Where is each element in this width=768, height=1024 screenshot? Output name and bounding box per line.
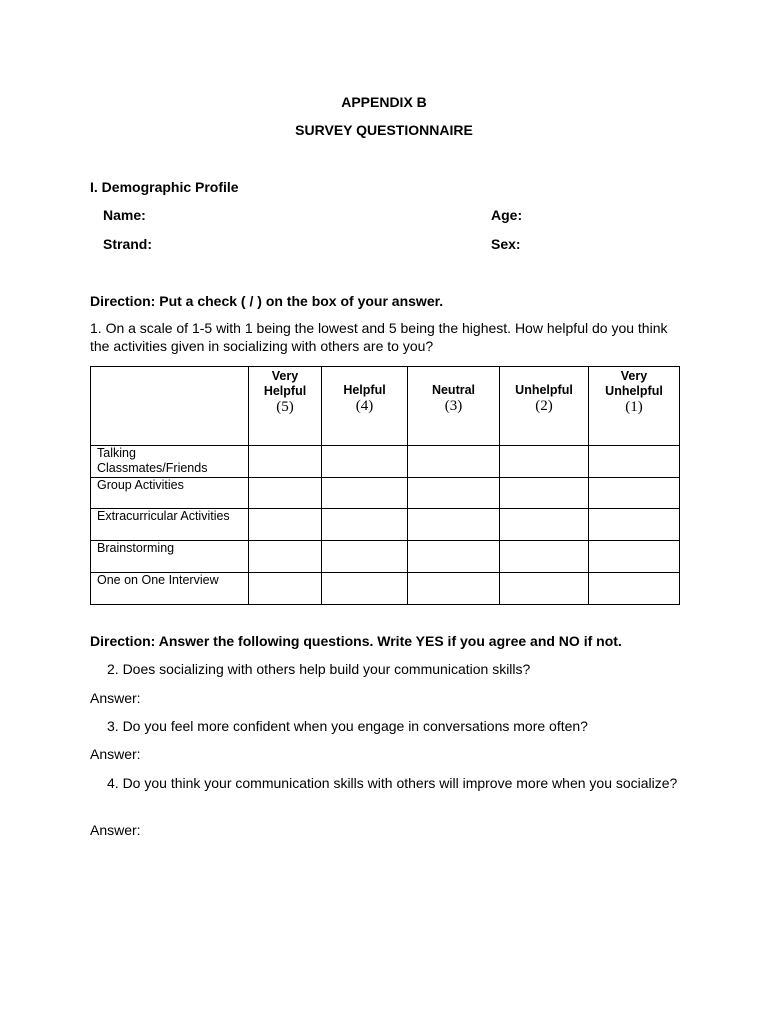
column-header-neutral bbox=[408, 367, 500, 446]
checkbox-cell[interactable] bbox=[408, 509, 500, 541]
name-field-label: Name: bbox=[103, 207, 146, 223]
checkbox-cell[interactable] bbox=[408, 478, 500, 509]
checkbox-cell[interactable] bbox=[589, 541, 680, 573]
table-row bbox=[91, 478, 680, 509]
column-label: Helpful bbox=[343, 383, 386, 397]
direction-yes-no: Direction: Answer the following questions. Write YES if you agree and NO if not. bbox=[90, 633, 622, 649]
column-label-line2: Unhelpful bbox=[605, 384, 663, 398]
answer-label: Answer: bbox=[90, 746, 141, 762]
checkbox-cell[interactable] bbox=[408, 446, 500, 478]
row-label: One on One Interview bbox=[91, 573, 249, 605]
table-corner-cell bbox=[91, 367, 249, 446]
question-1: 1. On a scale of 1-5 with 1 being the lowest and 5 being the highest. How helpful do you think the activities given in socializing with others are to you? bbox=[90, 320, 668, 354]
page-title: APPENDIX B bbox=[341, 94, 427, 110]
table-row bbox=[91, 541, 680, 573]
checkbox-cell[interactable] bbox=[408, 573, 500, 605]
checkbox-cell[interactable] bbox=[500, 446, 589, 478]
column-label-line1: Very bbox=[271, 369, 299, 383]
checkbox-cell[interactable] bbox=[322, 509, 408, 541]
answer-label: Answer: bbox=[90, 690, 141, 706]
column-label: Unhelpful bbox=[515, 383, 573, 397]
column-label-line2: Helpful bbox=[263, 384, 307, 398]
row-label: Group Activities bbox=[91, 478, 249, 509]
checkbox-cell[interactable] bbox=[589, 446, 680, 478]
column-score: (1) bbox=[625, 399, 643, 415]
column-header-very-unhelpful bbox=[589, 367, 680, 446]
row-label: Brainstorming bbox=[91, 541, 249, 573]
checkbox-cell[interactable] bbox=[408, 541, 500, 573]
checkbox-cell[interactable] bbox=[249, 478, 322, 509]
question-3: 3. Do you feel more confident when you engage in conversations more often? bbox=[107, 718, 588, 734]
age-field-label: Age: bbox=[491, 207, 523, 223]
column-score: (5) bbox=[276, 399, 294, 415]
row-label: Talking Classmates/Friends bbox=[91, 446, 249, 478]
rating-table bbox=[90, 366, 680, 605]
checkbox-cell[interactable] bbox=[322, 541, 408, 573]
checkbox-cell[interactable] bbox=[322, 573, 408, 605]
answer-label: Answer: bbox=[90, 822, 141, 838]
column-header-helpful bbox=[322, 367, 408, 446]
checkbox-cell[interactable] bbox=[589, 509, 680, 541]
checkbox-cell[interactable] bbox=[500, 541, 589, 573]
page-subtitle: SURVEY QUESTIONNAIRE bbox=[295, 122, 473, 138]
column-score: (3) bbox=[444, 398, 463, 414]
checkbox-cell[interactable] bbox=[322, 478, 408, 509]
column-score: (4) bbox=[355, 398, 374, 414]
column-label-line1: Very bbox=[620, 369, 648, 383]
question-2: 2. Does socializing with others help build your communication skills? bbox=[107, 661, 531, 677]
column-header-unhelpful bbox=[500, 367, 589, 446]
checkbox-cell[interactable] bbox=[249, 541, 322, 573]
question-4: 4. Do you think your communication skills with others will improve more when you socialize? bbox=[107, 775, 678, 791]
checkbox-cell[interactable] bbox=[249, 446, 322, 478]
checkbox-cell[interactable] bbox=[322, 446, 408, 478]
checkbox-cell[interactable] bbox=[500, 509, 589, 541]
table-header-row bbox=[91, 367, 680, 446]
checkbox-cell[interactable] bbox=[589, 573, 680, 605]
checkbox-cell[interactable] bbox=[500, 478, 589, 509]
sex-field-label: Sex: bbox=[491, 236, 521, 252]
checkbox-cell[interactable] bbox=[500, 573, 589, 605]
row-label: Extracurricular Activities bbox=[91, 509, 249, 541]
section-title-demographic: I. Demographic Profile bbox=[90, 179, 239, 195]
checkbox-cell[interactable] bbox=[249, 573, 322, 605]
strand-field-label: Strand: bbox=[103, 236, 152, 252]
table-row bbox=[91, 509, 680, 541]
direction-checkbox: Direction: Put a check ( / ) on the box of your answer. bbox=[90, 293, 444, 309]
column-header-very-helpful bbox=[249, 367, 322, 446]
table-row bbox=[91, 573, 680, 605]
table-row bbox=[91, 446, 680, 478]
checkbox-cell[interactable] bbox=[589, 478, 680, 509]
column-score: (2) bbox=[535, 398, 553, 414]
checkbox-cell[interactable] bbox=[249, 509, 322, 541]
column-label: Neutral bbox=[431, 383, 476, 397]
